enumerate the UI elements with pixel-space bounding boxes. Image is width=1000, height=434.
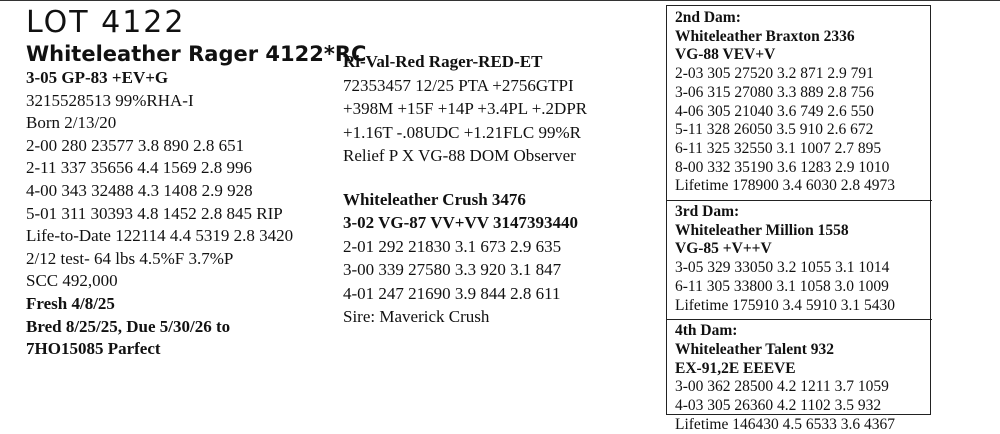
text-line: 3-02 VG-87 VV+VV 3147393440 xyxy=(343,213,578,232)
text-line: 3-05 GP-83 +EV+G xyxy=(26,68,169,87)
text-line: EX-91,2E EEEVE xyxy=(675,359,796,377)
text-line: Whiteleather Braxton 2336 xyxy=(675,27,855,45)
animal-details xyxy=(26,67,326,361)
text-line: Ri-Val-Red Rager-RED-ET xyxy=(343,52,543,71)
dam-details xyxy=(343,188,673,329)
text-line: Life-to-Date 122114 4.4 5319 2.8 3420 xyxy=(26,226,294,246)
text-line: 2-11 337 35656 4.4 1569 2.8 996 xyxy=(26,158,253,178)
text-line: 72353457 12/25 PTA +2756GTPI xyxy=(343,75,574,95)
text-line: 4-00 343 32488 4.3 1408 2.9 928 xyxy=(26,180,253,200)
text-line: 6-11 325 32550 3.1 1007 2.7 895 xyxy=(675,139,882,157)
text-line: Lifetime 175910 3.4 5910 3.1 5430 xyxy=(675,296,895,314)
text-line: 4th Dam: xyxy=(675,322,738,340)
animal-name: Whiteleather Rager 4122*RC xyxy=(26,42,367,66)
text-line: 3-06 315 27080 3.3 889 2.8 756 xyxy=(675,83,874,101)
text-line: Whiteleather Crush 3476 xyxy=(343,189,526,209)
text-line: Fresh 4/8/25 xyxy=(26,293,115,313)
text-line: 2-00 280 23577 3.8 890 2.8 651 xyxy=(26,135,245,155)
pedigree-box xyxy=(666,5,931,433)
text-line: +1.16T -.08UDC +1.21FLC 99%R xyxy=(343,122,581,142)
top-rule xyxy=(0,0,1000,1)
fourth-dam-section xyxy=(675,322,930,434)
text-line: Whiteleather Talent 932 xyxy=(675,340,835,358)
lot-number: LOT 4122 xyxy=(26,5,186,40)
animal-column xyxy=(26,5,367,361)
text-line: Born 2/13/20 xyxy=(26,113,117,133)
text-line: 4-01 247 21690 3.9 844 2.8 611 xyxy=(343,283,561,303)
text-line: Bred 8/25/25, Due 5/30/26 to xyxy=(26,316,231,336)
text-line: 3215528513 99%RHA-I xyxy=(26,90,194,110)
text-line: 7HO15085 Parfect xyxy=(26,339,161,359)
text-line: +398M +15F +14P +3.4PL +.2DPR xyxy=(343,99,588,118)
third-dam-section xyxy=(675,203,930,315)
text-line: 4-06 305 21040 3.6 749 2.6 550 xyxy=(675,102,874,120)
second-dam-section xyxy=(675,9,930,196)
section-divider xyxy=(667,200,932,201)
text-line: VG-88 VEV+V xyxy=(675,46,776,64)
section-divider xyxy=(667,319,932,320)
text-line: 2-01 292 21830 3.1 673 2.9 635 xyxy=(343,236,562,256)
sire-dam-column xyxy=(343,50,673,329)
text-line: Lifetime 146430 4.5 6533 3.6 4367 xyxy=(675,415,895,433)
text-line: 3-05 329 33050 3.2 1055 3.1 1014 xyxy=(675,259,890,277)
text-line: 3-00 339 27580 3.3 920 3.1 847 xyxy=(343,260,562,279)
text-line: 4-03 305 26360 4.2 1102 3.5 932 xyxy=(675,397,882,415)
text-line: 2nd Dam: xyxy=(675,9,741,26)
text-line: 6-11 305 33800 3.1 1058 3.0 1009 xyxy=(675,277,889,295)
sire-details xyxy=(343,50,673,168)
text-line: Lifetime 178900 3.4 6030 2.8 4973 xyxy=(675,177,895,195)
text-line: 5-01 311 30393 4.8 1452 2.8 845 RIP xyxy=(26,203,283,223)
text-line: 2/12 test- 64 lbs 4.5%F 3.7%P xyxy=(26,248,234,268)
text-line: 3rd Dam: xyxy=(675,203,740,221)
section-gap xyxy=(343,168,673,188)
text-line: 2-03 305 27520 3.2 871 2.9 791 xyxy=(675,65,874,83)
text-line: 3-00 362 28500 4.2 1211 3.7 1059 xyxy=(675,378,889,396)
text-line: Whiteleather Million 1558 xyxy=(675,221,849,239)
text-line: VG-85 +V++V xyxy=(675,240,772,258)
text-line: Relief P X VG-88 DOM Observer xyxy=(343,146,576,165)
text-line: Sire: Maverick Crush xyxy=(343,307,490,326)
text-line: 8-00 332 35190 3.6 1283 2.9 1010 xyxy=(675,158,890,176)
text-line: 5-11 328 26050 3.5 910 2.6 672 xyxy=(675,121,874,139)
text-line: SCC 492,000 xyxy=(26,271,118,291)
